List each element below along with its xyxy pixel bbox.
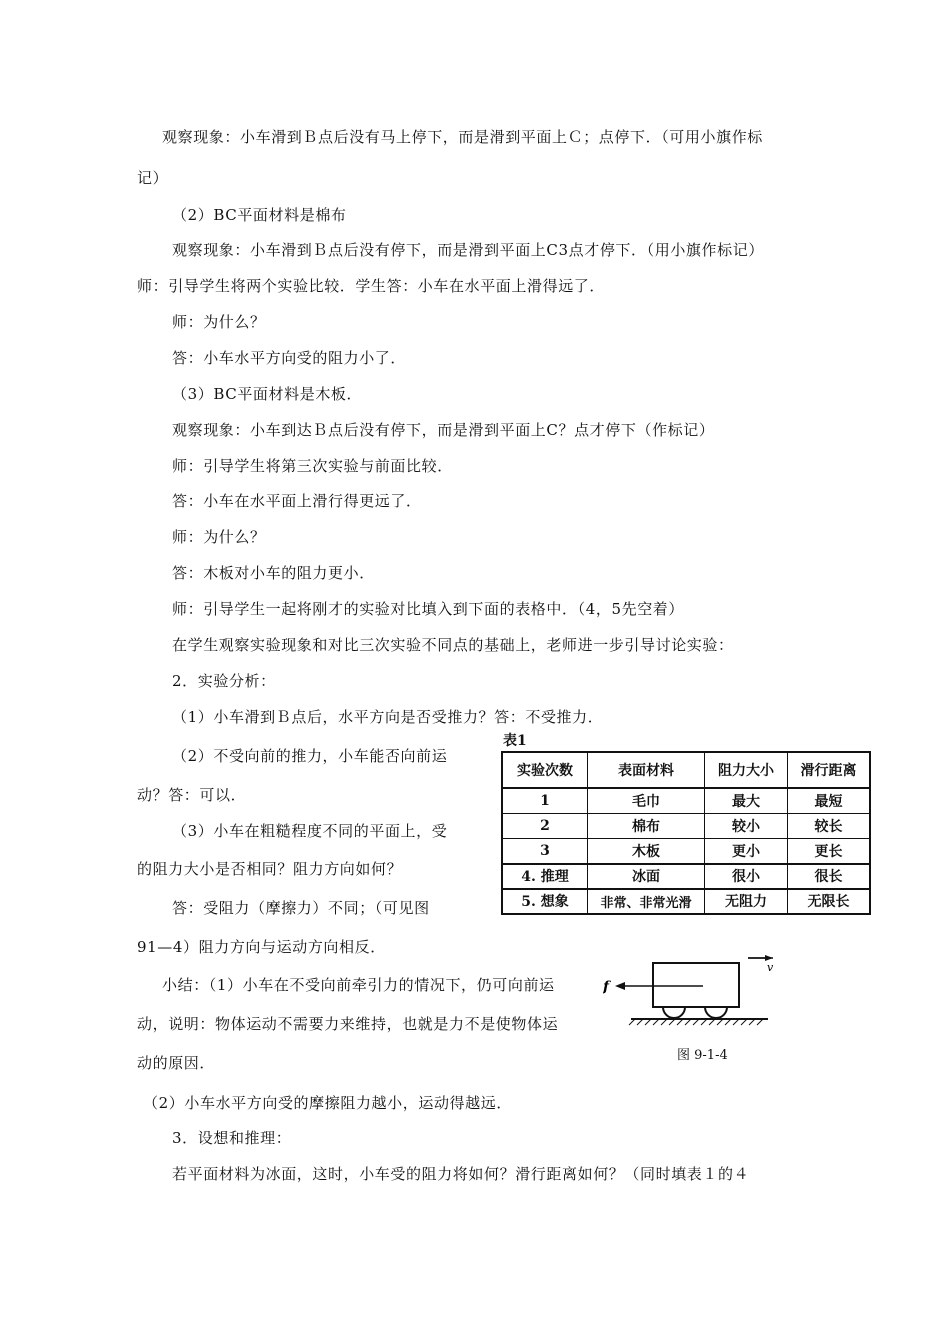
text-line: （1）小车滑到Ｂ点后，水平方向是否受推力？答：不受推力． bbox=[172, 708, 604, 726]
table-row bbox=[502, 813, 870, 838]
table-caption: 表1 bbox=[503, 733, 527, 749]
text-line: 答：木板对小车的阻力更小． bbox=[172, 564, 375, 582]
text-line: 记） bbox=[137, 169, 169, 187]
text-line: （2）小车水平方向受的摩擦阻力越小，运动得越远． bbox=[143, 1094, 512, 1112]
table-header-row bbox=[502, 752, 870, 788]
table-cell: 最短 bbox=[788, 788, 871, 813]
experiment-table bbox=[501, 751, 871, 915]
cart-friction-figure bbox=[603, 953, 773, 1033]
table-header-cell: 实验次数 bbox=[502, 752, 588, 788]
text-line: 师：引导学生将两个实验比较．学生答：小车在水平面上滑得远了． bbox=[137, 277, 606, 295]
table-cell: 最大 bbox=[705, 788, 788, 813]
table-header-cell: 表面材料 bbox=[588, 752, 705, 788]
table-cell: 1 bbox=[502, 788, 588, 813]
text-line: 答：小车在水平面上滑行得更远了． bbox=[172, 492, 422, 510]
friction-arrowhead bbox=[615, 982, 625, 990]
table-row bbox=[502, 889, 870, 914]
text-line: 师：为什么？ bbox=[172, 313, 266, 331]
table-cell: 棉布 bbox=[588, 813, 705, 838]
text-line: 师：引导学生将第三次实验与前面比较． bbox=[172, 457, 453, 475]
table-cell: 更长 bbox=[788, 839, 871, 864]
table-cell: 无限长 bbox=[788, 889, 871, 914]
text-line: 师：引导学生一起将刚才的实验对比填入到下面的表格中．（4，5先空着） bbox=[172, 600, 684, 618]
cart-wheel bbox=[705, 1007, 727, 1018]
table-row bbox=[502, 864, 870, 889]
table-cell: 更小 bbox=[705, 839, 788, 864]
table-cell: 木板 bbox=[588, 839, 705, 864]
text-line: 观察现象：小车滑到Ｂ点后没有马上停下，而是滑到平面上Ｃ；点停下．（可用小旗作标 bbox=[162, 128, 763, 146]
table-cell: 冰面 bbox=[588, 864, 705, 889]
table-cell: 3 bbox=[502, 839, 588, 864]
text-line: 的阻力大小是否相同？阻力方向如何？ bbox=[137, 860, 403, 878]
text-line: 答：受阻力（摩擦力）不同；（可见图 bbox=[172, 899, 430, 917]
text-line: （2）不受向前的推力，小车能否向前运 bbox=[172, 747, 448, 765]
table-cell: 较长 bbox=[788, 813, 871, 838]
text-line: 若平面材料为冰面，这时，小车受的阻力将如何？滑行距离如何？（同时填表１的４ bbox=[172, 1165, 750, 1183]
table-row bbox=[502, 839, 870, 864]
text-line: 观察现象：小车滑到Ｂ点后没有停下，而是滑到平面上C3点才停下．（用小旗作标记） bbox=[172, 241, 764, 259]
text-line: 师：为什么？ bbox=[172, 528, 266, 546]
text-line: 答：小车水平方向受的阻力小了． bbox=[172, 349, 407, 367]
text-line: （3）BC平面材料是木板． bbox=[172, 385, 363, 403]
text-line: 动的原因． bbox=[137, 1054, 216, 1072]
text-line: 在学生观察实验现象和对比三次实验不同点的基础上，老师进一步引导讨论实验： bbox=[172, 636, 734, 654]
table-header-cell: 阻力大小 bbox=[705, 752, 788, 788]
cart-body bbox=[653, 963, 739, 1007]
table-cell: 无阻力 bbox=[705, 889, 788, 914]
figure-caption: 图 9-1-4 bbox=[677, 1048, 728, 1063]
text-line: 观察现象：小车到达Ｂ点后没有停下，而是滑到平面上C？点才停下（作标记） bbox=[172, 421, 715, 439]
table-cell: 非常、非常光滑 bbox=[588, 889, 705, 914]
table-cell: 较小 bbox=[705, 813, 788, 838]
text-line: （3）小车在粗糙程度不同的平面上，受 bbox=[172, 822, 448, 840]
cart-wheel bbox=[663, 1007, 685, 1018]
table-cell: 5. 想象 bbox=[502, 889, 588, 914]
table-cell: 很长 bbox=[788, 864, 871, 889]
velocity-label: v bbox=[767, 961, 773, 974]
text-line: （2）BC平面材料是棉布 bbox=[172, 206, 347, 224]
table-cell: 2 bbox=[502, 813, 588, 838]
table-header-cell: 滑行距离 bbox=[788, 752, 871, 788]
table-cell: 很小 bbox=[705, 864, 788, 889]
text-line: 动，说明：物体运动不需要力来维持，也就是力不是使物体运 bbox=[137, 1015, 559, 1033]
text-line: 3．设想和推理： bbox=[172, 1129, 292, 1147]
friction-label: f bbox=[603, 979, 610, 995]
text-line: 91—4）阻力方向与运动方向相反． bbox=[137, 938, 386, 956]
table-cell: 毛巾 bbox=[588, 788, 705, 813]
text-line: 动？答：可以． bbox=[137, 786, 247, 804]
text-line: 小结：（1）小车在不受向前牵引力的情况下，仍可向前运 bbox=[162, 976, 555, 994]
text-line: 2．实验分析： bbox=[172, 672, 276, 690]
table-row bbox=[502, 788, 870, 813]
table-cell: 4. 推理 bbox=[502, 864, 588, 889]
